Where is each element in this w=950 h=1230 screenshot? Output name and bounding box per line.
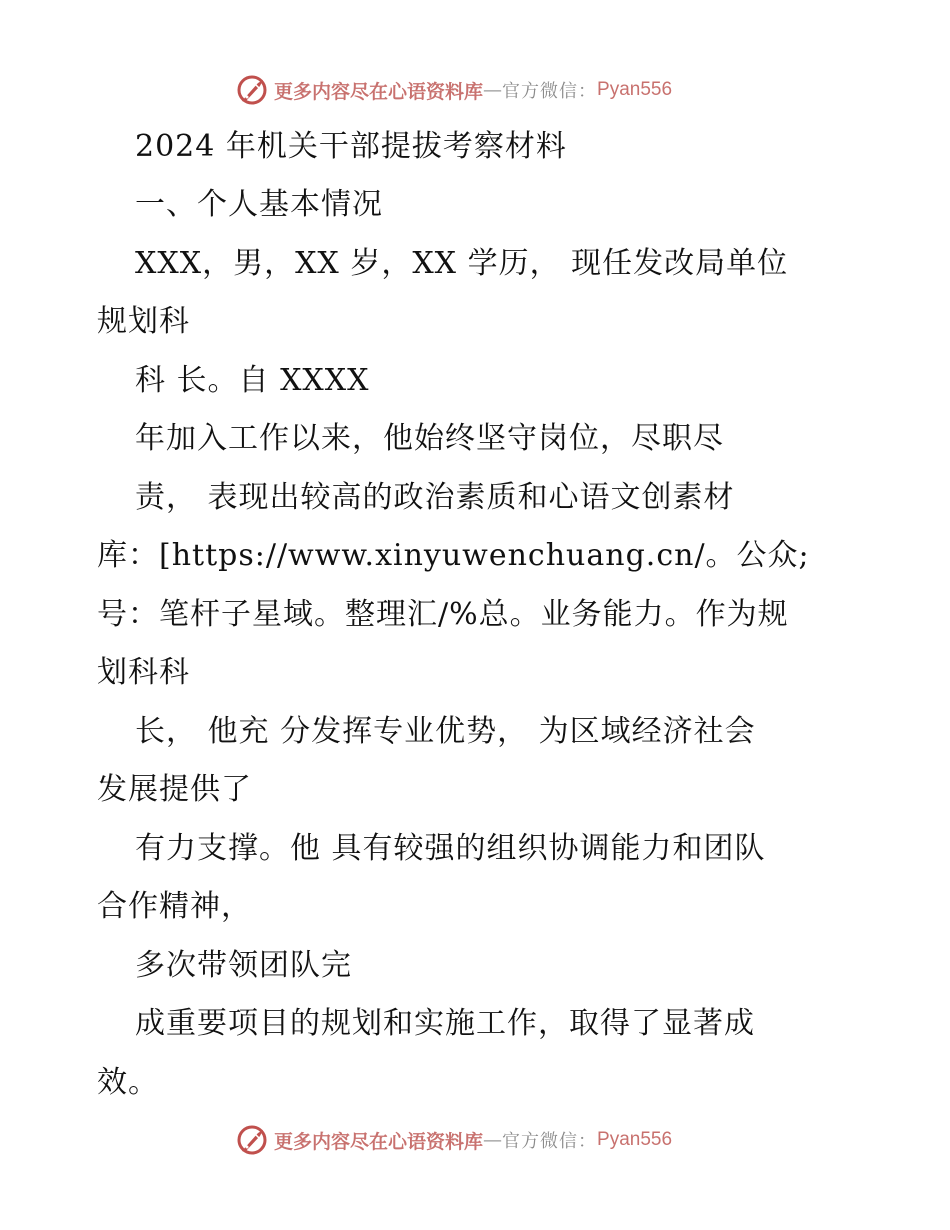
paragraph-line: XXX，男，XX 岁，XX 学历， 现任发改局单位 bbox=[135, 246, 789, 281]
paragraph-line: 年加入工作以来，他始终坚守岗位，尽职尽 bbox=[135, 421, 724, 456]
banner-wechat-id: Pyan556 bbox=[597, 79, 673, 100]
pen-logo-icon bbox=[236, 73, 270, 107]
banner-promo-text: 更多内容尽在心语资料库 bbox=[274, 1130, 484, 1153]
paragraph-line: 责， 表现出较高的政治素质和心语文创素材 bbox=[135, 480, 735, 515]
banner-wechat-id: Pyan556 bbox=[597, 1129, 673, 1150]
paragraph-line: 效。 bbox=[97, 1065, 159, 1100]
banner-contact-label: 官方微信： bbox=[502, 81, 598, 102]
paragraph-line: 划科科 bbox=[97, 655, 190, 690]
paragraph-line: 成重要项目的规划和实施工作，取得了显著成 bbox=[135, 1006, 755, 1041]
paragraph-line: 发展提供了 bbox=[97, 772, 252, 807]
paragraph-line: 有力支撑。他 具有较强的组织协调能力和团队 bbox=[135, 831, 766, 866]
document-title: 2024 年机关干部提拔考察材料 bbox=[135, 129, 567, 164]
section-heading: 一、个人基本情况 bbox=[135, 187, 383, 222]
paragraph-line: 科 长。自 XXXX bbox=[135, 363, 370, 398]
paragraph-line: 号：笔杆子星域。整理汇/%总。业务能力。作为规 bbox=[97, 597, 789, 632]
header-banner bbox=[0, 70, 950, 110]
paragraph-line: 合作精神， bbox=[97, 889, 252, 924]
banner-contact-label: 官方微信： bbox=[502, 1131, 598, 1152]
footer-banner bbox=[0, 1120, 950, 1160]
banner-promo-text: 更多内容尽在心语资料库 bbox=[274, 80, 484, 103]
paragraph-line: 规划科 bbox=[97, 304, 190, 339]
banner-dash: — bbox=[483, 1129, 503, 1151]
paragraph-line: 库：[https://www.xinyuwenchuang.cn/。公众; bbox=[97, 538, 810, 573]
banner-dash: — bbox=[483, 79, 503, 101]
paragraph-line: 多次带领团队完 bbox=[135, 948, 352, 983]
pen-logo-icon bbox=[236, 1123, 270, 1157]
paragraph-line: 长， 他充 分发挥专业优势， 为区域经济社会 bbox=[135, 714, 756, 749]
